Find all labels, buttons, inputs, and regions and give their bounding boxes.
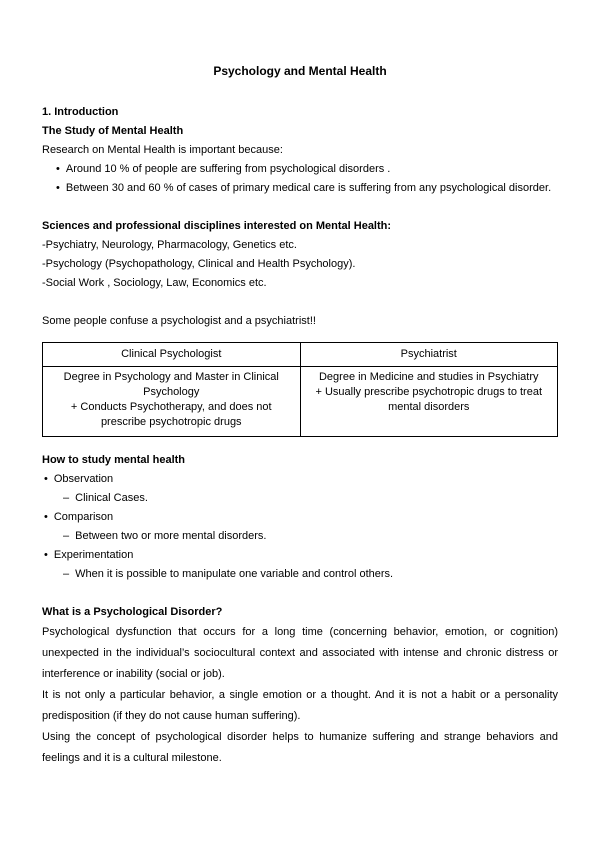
study-of-mental-health-subheading: The Study of Mental Health <box>42 125 184 137</box>
study-method-detail-item <box>42 527 558 546</box>
intro-lead-text: Research on Mental Health is important because: <box>42 144 283 156</box>
study-method-label: Experimentation <box>53 549 134 561</box>
study-method-item <box>42 508 558 527</box>
blank-line <box>42 584 558 603</box>
study-method-label: Observation <box>53 473 114 485</box>
blank-line <box>42 331 558 342</box>
discipline-item: -Psychiatry, Neurology, Pharmacology, Genetics etc. <box>42 239 297 251</box>
disorder-paragraph: Using the concept of psychological disorder helps to humanize suffering and strange behaviors and feelings and it is a cultural milestone. <box>42 731 558 764</box>
study-method-item <box>42 546 558 565</box>
bullet-marker: • <box>44 549 48 561</box>
section-study-methods <box>42 451 558 584</box>
section-introduction <box>42 103 558 198</box>
study-method-detail: Clinical Cases. <box>75 492 148 504</box>
document-title: Psychology and Mental Health <box>213 64 387 78</box>
column-header-psychiatrist: Psychiatrist <box>300 343 558 367</box>
blank-line <box>42 293 558 312</box>
study-method-detail-item <box>42 489 558 508</box>
cell-text: Degree in Psychology and Master in Clinical Psychology <box>63 371 279 398</box>
bullet-marker: • <box>56 182 60 194</box>
bullet-marker: • <box>44 473 48 485</box>
section-psychological-disorder <box>42 603 558 769</box>
cell-text: Degree in Medicine and studies in Psychiatry <box>318 371 539 383</box>
confusion-note: Some people confuse a psychologist and a psychiatrist!! <box>42 315 316 327</box>
dash-marker: – <box>63 492 70 504</box>
column-header-clinical-psychologist: Clinical Psychologist <box>43 343 301 367</box>
clinical-psychologist-cell <box>43 367 301 437</box>
cell-text: + Usually prescribe psychotropic drugs to treat mental disorders <box>315 386 543 413</box>
study-method-label: Comparison <box>53 511 114 523</box>
intro-bullet-text: Between 30 and 60 % of cases of primary medical care is suffering from any psychological disorder. <box>65 182 552 194</box>
intro-bullet-text: Around 10 % of people are suffering from psychological disorders . <box>65 163 391 175</box>
disorder-paragraph: It is not only a particular behavior, a single emotion or a thought. And it is not a habit or a personality predisposition (if they do not cause human suffering). <box>42 689 558 722</box>
bullet-marker: • <box>56 163 60 175</box>
disorder-paragraph: Psychological dysfunction that occurs for a long time (concerning behavior, emotion, or cognition) unexpected in the individual’s sociocultural context and associated with intense and chronic distress or interference or inability (social or job). <box>42 626 558 680</box>
disorder-definition-heading: What is a Psychological Disorder? <box>42 606 223 618</box>
study-method-detail-item <box>42 565 558 584</box>
study-methods-heading: How to study mental health <box>42 454 186 466</box>
dash-marker: – <box>63 530 70 542</box>
section-disciplines <box>42 217 558 331</box>
psychologist-psychiatrist-comparison-table <box>42 342 558 437</box>
intro-bullet-item <box>42 179 558 198</box>
study-method-detail: Between two or more mental disorders. <box>75 530 267 542</box>
intro-bullet-item <box>42 160 558 179</box>
disciplines-heading: Sciences and professional disciplines interested on Mental Health: <box>42 220 392 232</box>
dash-marker: – <box>63 568 70 580</box>
table-header-row <box>43 343 558 367</box>
discipline-item: -Social Work , Sociology, Law, Economics etc. <box>42 277 267 289</box>
study-method-item <box>42 470 558 489</box>
blank-line <box>42 198 558 217</box>
study-method-detail: When it is possible to manipulate one variable and control others. <box>75 568 394 580</box>
table-body-row <box>43 367 558 437</box>
introduction-heading: 1. Introduction <box>42 106 119 118</box>
psychiatrist-cell <box>300 367 558 437</box>
cell-text: + Conducts Psychotherapy, and does not prescribe psychotropic drugs <box>70 401 272 428</box>
bullet-marker: • <box>44 511 48 523</box>
blank-line <box>42 437 558 451</box>
discipline-item: -Psychology (Psychopathology, Clinical and Health Psychology). <box>42 258 356 270</box>
